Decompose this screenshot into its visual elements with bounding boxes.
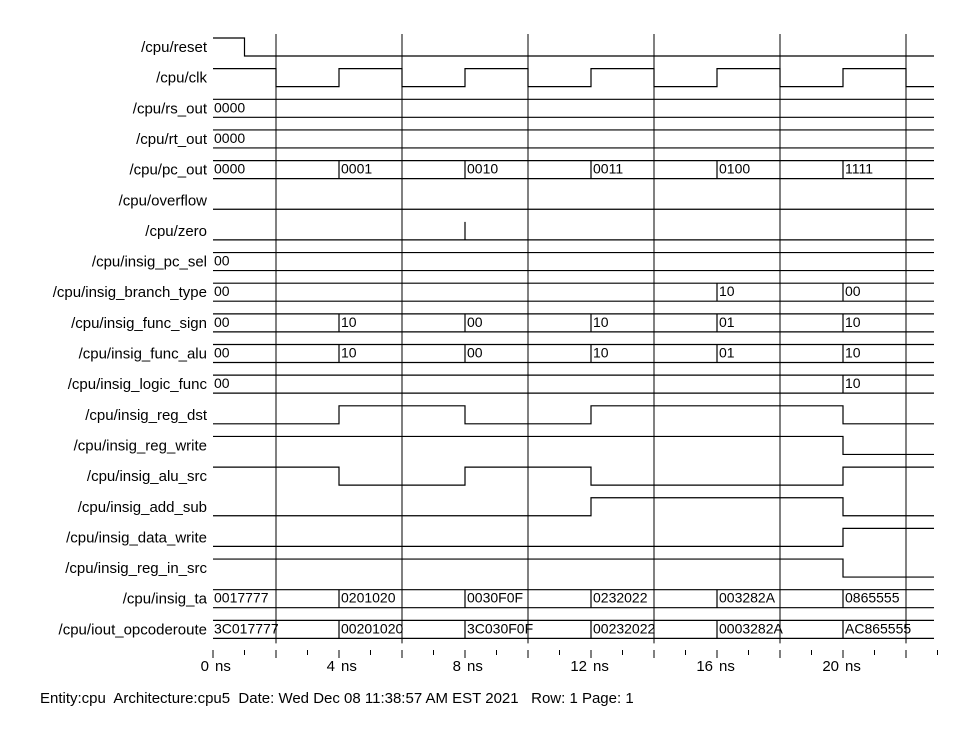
- bus-value: 10: [593, 344, 609, 361]
- bit-waveform: [213, 69, 934, 87]
- bus-value: 0000: [214, 99, 246, 116]
- signal-label: /cpu/overflow: [118, 192, 207, 210]
- tick-unit: ns: [215, 658, 231, 675]
- page-footer: Entity:cpu Architecture:cpu5 Date: Wed Dec 08 11:38:57 AM EST 2021 Row: 1 Page: 1: [40, 690, 634, 707]
- signal-label: /cpu/rt_out: [136, 130, 207, 148]
- bit-waveform: [213, 528, 934, 546]
- bus-value: 01: [719, 313, 735, 330]
- bus-value: 0201020: [341, 589, 396, 606]
- bus-value: 0100: [719, 160, 751, 177]
- tick-label: 16: [696, 658, 713, 675]
- bus-value: 3C017777: [214, 620, 279, 637]
- bus-value: 10: [719, 283, 735, 300]
- bus-value: 003282A: [719, 589, 776, 606]
- bus-value: 0232022: [593, 589, 648, 606]
- signal-label: /cpu/insig_data_write: [66, 529, 207, 547]
- bus-value: 0003282A: [719, 620, 783, 637]
- bus-value: 3C030F0F: [467, 620, 534, 637]
- signal-label: /cpu/iout_opcoderoute: [58, 621, 207, 639]
- tick-label: 4: [326, 658, 335, 675]
- bus-value: 10: [593, 313, 609, 330]
- signal-label: /cpu/rs_out: [132, 100, 207, 118]
- bus-value: 00201020: [341, 620, 404, 637]
- tick-unit: ns: [845, 658, 861, 675]
- tick-unit: ns: [467, 658, 483, 675]
- bit-waveform: [213, 467, 934, 485]
- bus-value: 01: [719, 344, 735, 361]
- bus-value: 00: [467, 344, 483, 361]
- bus-value: 10: [341, 344, 357, 361]
- signal-label: /cpu/insig_func_sign: [71, 314, 207, 332]
- bus-value: 0017777: [214, 589, 269, 606]
- signal-label: /cpu/insig_reg_in_src: [65, 560, 207, 578]
- bus-value: 10: [845, 375, 861, 392]
- tick-unit: ns: [341, 658, 357, 675]
- tick-unit: ns: [719, 658, 735, 675]
- bus-value: 0000: [214, 129, 246, 146]
- signal-label: /cpu/insig_reg_write: [73, 437, 207, 455]
- bus-value: 00: [214, 313, 230, 330]
- bit-waveform: [213, 436, 934, 454]
- bus-value: 10: [845, 313, 861, 330]
- bus-value: 0865555: [845, 589, 900, 606]
- bus-value: 0011: [593, 160, 624, 177]
- bus-value: 1111: [845, 160, 874, 177]
- bus-value: 10: [845, 344, 861, 361]
- bus-value: 0001: [341, 160, 373, 177]
- bus-value: AC865555: [845, 620, 912, 637]
- bus-value: 00: [214, 375, 230, 392]
- bus-value: 00: [214, 252, 230, 269]
- tick-label: 0: [200, 658, 209, 675]
- bit-waveform: [213, 406, 934, 424]
- signal-label: /cpu/pc_out: [129, 161, 207, 179]
- signal-label: /cpu/reset: [141, 39, 207, 56]
- signal-label: /cpu/insig_branch_type: [52, 284, 207, 302]
- signal-label: /cpu/insig_alu_src: [86, 468, 207, 486]
- signal-label: /cpu/insig_func_alu: [78, 345, 207, 363]
- bus-value: 0030F0F: [467, 589, 524, 606]
- bus-value: 00232022: [593, 620, 656, 637]
- signal-label: /cpu/insig_add_sub: [77, 498, 207, 516]
- bus-value: 10: [341, 313, 357, 330]
- signal-label: /cpu/insig_logic_func: [67, 376, 207, 394]
- bus-value: 00: [845, 283, 861, 300]
- signal-label: /cpu/insig_ta: [122, 590, 207, 608]
- tick-unit: ns: [593, 658, 609, 675]
- bus-value: 0000: [214, 160, 246, 177]
- bus-value: 0010: [467, 160, 499, 177]
- bit-waveform: [213, 559, 934, 577]
- bit-waveform: [213, 498, 934, 516]
- signal-label: /cpu/insig_pc_sel: [91, 253, 207, 271]
- tick-label: 8: [452, 658, 461, 675]
- bus-value: 00: [214, 283, 230, 300]
- bit-waveform: [213, 38, 934, 56]
- signal-label: /cpu/zero: [145, 222, 207, 240]
- bus-value: 00: [214, 344, 230, 361]
- signal-label: /cpu/insig_reg_dst: [85, 406, 207, 424]
- tick-label: 20: [822, 658, 839, 675]
- signal-label: /cpu/clk: [156, 69, 207, 87]
- bus-value: 00: [467, 313, 483, 330]
- tick-label: 12: [570, 658, 587, 675]
